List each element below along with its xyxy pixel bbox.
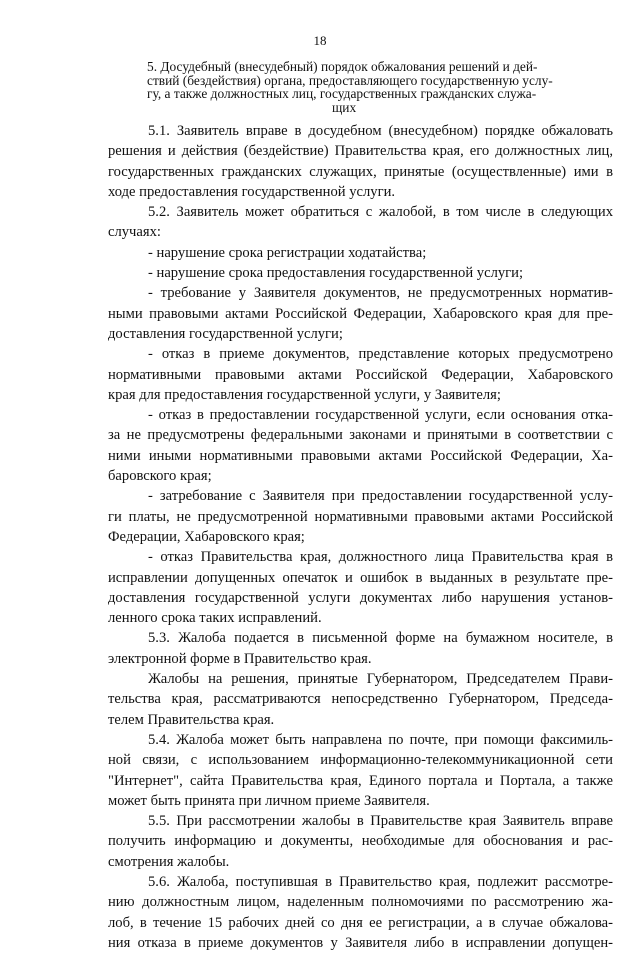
document-body <box>108 121 613 953</box>
section-title-line: 5. Досудебный (внесудебный) порядок обжалования решений и дей- <box>147 59 538 74</box>
body-text-line: - отказ в приеме документов, представление которых предусмотрено <box>148 346 613 363</box>
section-title-line: щих <box>332 99 357 115</box>
body-text-line: ги платы, не предусмотренной нормативными правовыми актами Российской <box>108 508 613 525</box>
body-text-line: нормативными правовыми актами Российской Федерации, Хабаровского <box>108 366 613 383</box>
body-text-line: - нарушение срока регистрации ходатайства; <box>148 244 427 261</box>
body-text-line: Жалобы на решения, принятые Губернатором, Председателем Прави- <box>148 671 613 688</box>
body-text-line: "Интернет", сайта Правительства края, Единого портала и Портала, а также <box>108 772 613 789</box>
body-text-line: решения и действия (бездействие) Правительства края, его должностных лиц, <box>108 143 613 160</box>
section-title-line: гу, а также должностных лиц, государственных гражданских служа- <box>147 86 537 101</box>
body-text-line: ленного срока таких исправлений. <box>108 610 322 627</box>
body-text-line: 5.2. Заявитель может обратиться с жалобой, в том числе в следующих <box>148 204 613 221</box>
body-text-line: тельства края, рассматриваются непосредственно Губернатором, Председа- <box>108 691 613 708</box>
body-text-line: 5.1. Заявитель вправе в досудебном (внесудебном) порядке обжаловать <box>148 123 613 139</box>
body-text-line: ной связи, с использованием информационно-телекоммуникационной сети <box>108 752 613 769</box>
section-title-line: ствий (бездействия) органа, предоставляющего государственную услу- <box>147 72 553 88</box>
section-title <box>147 60 587 114</box>
body-text-line: - затребование с Заявителя при предоставлении государственной услу- <box>148 488 613 505</box>
body-text-line: доставления государственной услуги; <box>108 325 343 342</box>
body-text-line: 5.5. При рассмотрении жалобы в Правительстве края Заявитель вправе <box>148 813 613 830</box>
body-text-line: 5.6. Жалоба, поступившая в Правительство края, подлежит рассмотре- <box>148 873 613 890</box>
body-text-line: - отказ Правительства края, должностного лица Правительства края в <box>148 549 613 566</box>
body-text-line: смотрения жалобы. <box>108 853 230 870</box>
body-text-line: ходе предоставления государственной услуги. <box>108 183 396 200</box>
body-text-line: исправлении допущенных опечаток и ошибок в выданных в результате пре- <box>108 569 613 586</box>
body-text-line: нию должностным лицом, наделенным полномочиями по рассмотрению жа- <box>108 894 613 911</box>
body-text-line: 5.4. Жалоба может быть направлена по почте, при помощи факсимиль- <box>148 731 613 748</box>
body-text-line: телем Правительства края. <box>108 711 275 728</box>
body-text-line: баровского края; <box>108 468 212 485</box>
body-text-line: - нарушение срока предоставления государственной услуги; <box>148 265 524 282</box>
body-text-line: получить информацию и документы, необходимые для обоснования и рас- <box>108 833 613 850</box>
body-text-line: Федерации, Хабаровского края; <box>108 528 305 545</box>
body-text-line: - отказ в предоставлении государственной услуги, если основания отка- <box>148 407 613 424</box>
body-text-line: ними иными нормативными правовыми актами Российской Федерации, Ха- <box>108 447 613 464</box>
page-number: 18 <box>313 33 327 48</box>
body-text-line: края для предоставления государственной услуги, у Заявителя; <box>108 386 501 403</box>
body-text-line: - требование у Заявителя документов, не предусмотренных норматив- <box>148 285 613 302</box>
body-text-line: 5.3. Жалоба подается в письменной форме на бумажном носителе, в <box>148 630 613 647</box>
body-text-line: доставления государственной услуги документах либо нарушения установ- <box>108 589 613 606</box>
body-text-line: может быть принята при личном приеме Заявителя. <box>108 792 430 809</box>
body-text-line: ния отказа в приеме документов у Заявителя либо в исправлении допущен- <box>108 934 613 951</box>
body-text-line: электронной форме в Правительство края. <box>108 650 372 667</box>
body-text-line: случаях: <box>108 224 161 241</box>
body-text-line: государственных гражданских служащих, принятые (осуществленные) ими в <box>108 163 613 180</box>
body-text-line: ными правовыми актами Российской Федерации, Хабаровского края для пре- <box>108 305 613 322</box>
body-text-line: лоб, в течение 15 рабочих дней со дня ее регистрации, а в случае обжалова- <box>108 914 613 931</box>
body-text-line: за не предусмотрены федеральными законами и принятыми в соответствии с <box>108 427 613 444</box>
